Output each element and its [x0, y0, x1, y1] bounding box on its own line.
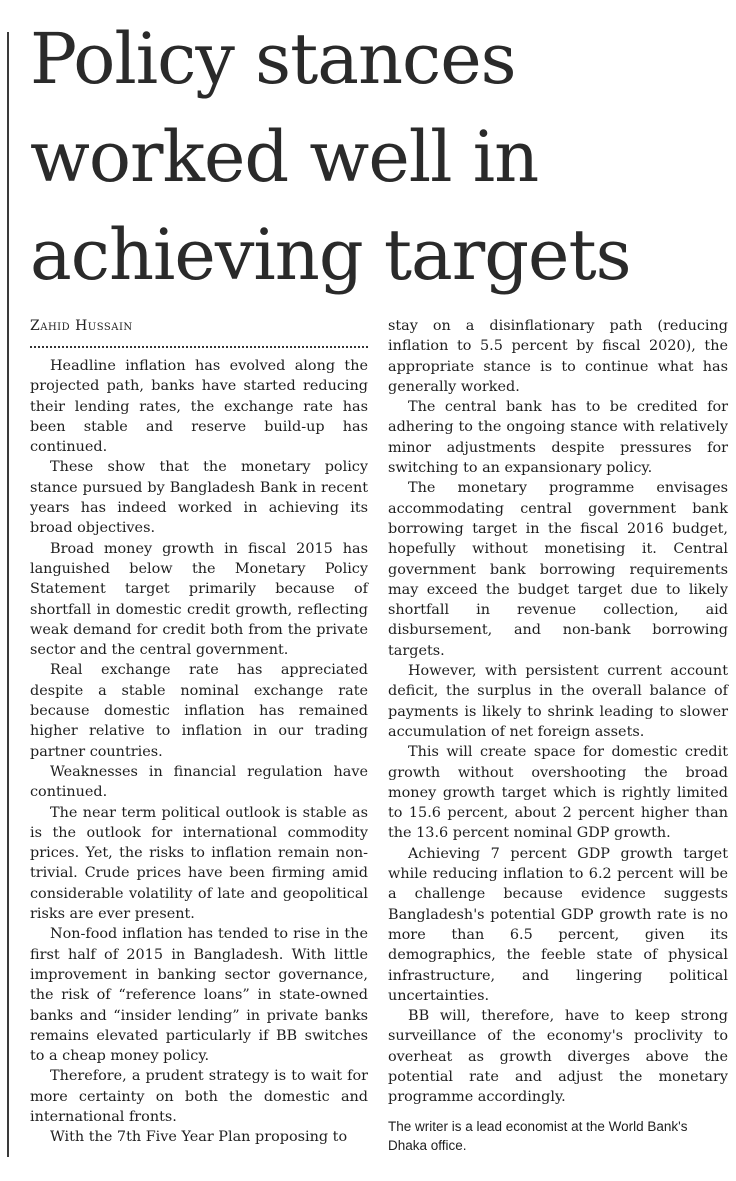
paragraph: Achieving 7 percent GDP growth target while reducing inflation to 6.2 percent will be a challenge because evidence suggests Bangladesh's potential GDP growth rate is no more than 6.5 percent, given its demographics, the feeble state of physical infrastructure, and lingering political uncertainties.	[388, 845, 728, 1004]
paragraph: The monetary programme envisages accommodating central government bank borrowing target in the fiscal 2016 budget, hopefully without monetising it. Central government bank borrowing requirements may exceed the budget target due to likely shortfall in revenue collection, aid disbursement, and non-bank borrowing targets.	[388, 480, 728, 659]
paragraph: BB will, therefore, have to keep strong surveillance of the economy's proclivity to overheat as growth diverges above the potential rate and adjust the monetary programme accordingly.	[388, 1008, 728, 1106]
headline	[30, 10, 730, 304]
column-2	[388, 316, 728, 1108]
paragraph: The central bank has to be credited for adhering to the ongoing stance with relatively minor adjustments despite pressures for switching to an expansionary policy.	[388, 399, 728, 477]
paragraph-continued: stay on a disinflationary path (reducing inflation to 5.5 percent by fiscal 2020), the appropriate stance is to continue what has generally worked.	[388, 318, 728, 395]
paragraph: Headline inflation has evolved along the projected path, banks have started reducing their lending rates, the exchange rate has been stable and reserve build-up has continued.	[30, 358, 368, 456]
writer-note: The writer is a lead economist at the World Bank's Dhaka office.	[388, 1119, 688, 1153]
headline-line: achieving targets	[30, 214, 631, 296]
paragraph: With the 7th Five Year Plan proposing to	[50, 1129, 348, 1146]
paragraph: This will create space for domestic credit growth without overshooting the broad money growth target which is rightly limited to 15.6 percent, about 2 percent higher than the 13.6 percent nominal GDP growth.	[388, 744, 728, 842]
column-1	[30, 356, 368, 1148]
dotted-divider	[30, 346, 368, 348]
paragraph: Therefore, a prudent strategy is to wait for more certainty on both the domestic and international fronts.	[30, 1068, 368, 1125]
headline-line: Policy stances	[30, 18, 516, 100]
paragraph: Broad money growth in fiscal 2015 has languished below the Monetary Policy Statement target primarily because of shortfall in domestic credit growth, reflecting weak demand for credit both from the private sector and the central government.	[30, 540, 368, 659]
paragraph: Weaknesses in financial regulation have continued.	[30, 763, 368, 801]
paragraph: The near term political outlook is stable as is the outlook for international commodity prices. Yet, the risks to inflation remain non-trivial. Crude prices have been firming amid considerable volatility of late and geopolitical risks are ever present.	[30, 804, 368, 923]
paragraph: However, with persistent current account deficit, the surplus in the overall balance of payments is likely to shrink leading to slower accumulation of net foreign assets.	[388, 663, 728, 740]
byline: Zahid Hussain	[30, 318, 133, 334]
column-rule	[7, 32, 9, 1157]
paragraph: Real exchange rate has appreciated despite a stable nominal exchange rate because domestic inflation has remained higher relative to inflation in our trading partner countries.	[30, 662, 368, 760]
headline-line: worked well in	[30, 116, 539, 198]
paragraph: These show that the monetary policy stance pursued by Bangladesh Bank in recent years has indeed worked in achieving its broad objectives.	[30, 459, 368, 537]
paragraph: Non-food inflation has tended to rise in the first half of 2015 in Bangladesh. With little improvement in banking sector governance, the risk of “reference loans” in state-owned banks and “insider lending” in private banks remains elevated particularly if BB switches to a cheap money policy.	[30, 926, 368, 1065]
